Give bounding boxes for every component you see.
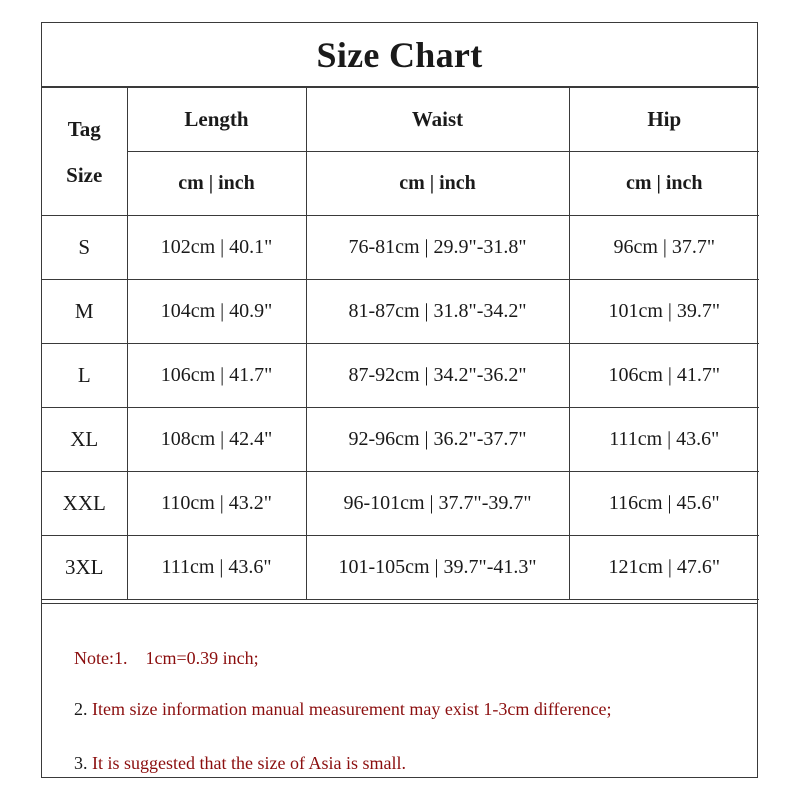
tag-label: Tag: [67, 116, 101, 141]
table-row: [42, 408, 759, 472]
length-cell: 110cm | 43.2": [127, 472, 306, 536]
length-cell: 104cm | 40.9": [127, 280, 306, 344]
note-2-text: Item size information manual measurement may exist 1-3cm difference;: [87, 699, 612, 719]
size-cell: 3XL: [42, 536, 127, 600]
size-cell: L: [42, 344, 127, 408]
table-row: [42, 344, 759, 408]
size-label: Size: [66, 162, 103, 187]
waist-cell: 96-101cm | 37.7"-39.7": [306, 472, 569, 536]
note-3-text: It is suggested that the size of Asia is small.: [87, 753, 406, 773]
header-row: [42, 88, 759, 152]
hip-cell: 111cm | 43.6": [569, 408, 759, 472]
table-row: [42, 216, 759, 280]
waist-cell: 81-87cm | 31.8"-34.2": [306, 280, 569, 344]
length-cell: 106cm | 41.7": [127, 344, 306, 408]
tag-size-header: [42, 88, 127, 216]
size-cell: XL: [42, 408, 127, 472]
hip-cell: 121cm | 47.6": [569, 536, 759, 600]
length-cell: 111cm | 43.6": [127, 536, 306, 600]
note-3: [47, 732, 406, 795]
size-cell: M: [42, 280, 127, 344]
hip-cell: 96cm | 37.7": [569, 216, 759, 280]
chart-title: Size Chart: [42, 23, 757, 87]
note-2-number: 2.: [74, 699, 88, 719]
note-3-number: 3.: [74, 753, 88, 773]
table-row: [42, 536, 759, 600]
waist-header: Waist: [306, 88, 569, 152]
size-table: [42, 87, 759, 600]
waist-cell: 76-81cm | 29.9"-31.8": [306, 216, 569, 280]
notes-section: [42, 603, 757, 777]
table-row: [42, 472, 759, 536]
waist-cell: 101-105cm | 39.7"-41.3": [306, 536, 569, 600]
length-unit: cm | inch: [127, 152, 306, 216]
table-row: [42, 280, 759, 344]
hip-header: Hip: [569, 88, 759, 152]
size-cell: XXL: [42, 472, 127, 536]
waist-cell: 87-92cm | 34.2"-36.2": [306, 344, 569, 408]
note-1-text: Note:1. 1cm=0.39 inch;: [74, 648, 259, 668]
length-cell: 102cm | 40.1": [127, 216, 306, 280]
size-chart-frame: [41, 22, 758, 778]
length-header: Length: [127, 88, 306, 152]
hip-unit: cm | inch: [569, 152, 759, 216]
hip-cell: 106cm | 41.7": [569, 344, 759, 408]
length-cell: 108cm | 42.4": [127, 408, 306, 472]
unit-row: [42, 152, 759, 216]
waist-cell: 92-96cm | 36.2"-37.7": [306, 408, 569, 472]
size-cell: S: [42, 216, 127, 280]
waist-unit: cm | inch: [306, 152, 569, 216]
hip-cell: 116cm | 45.6": [569, 472, 759, 536]
hip-cell: 101cm | 39.7": [569, 280, 759, 344]
